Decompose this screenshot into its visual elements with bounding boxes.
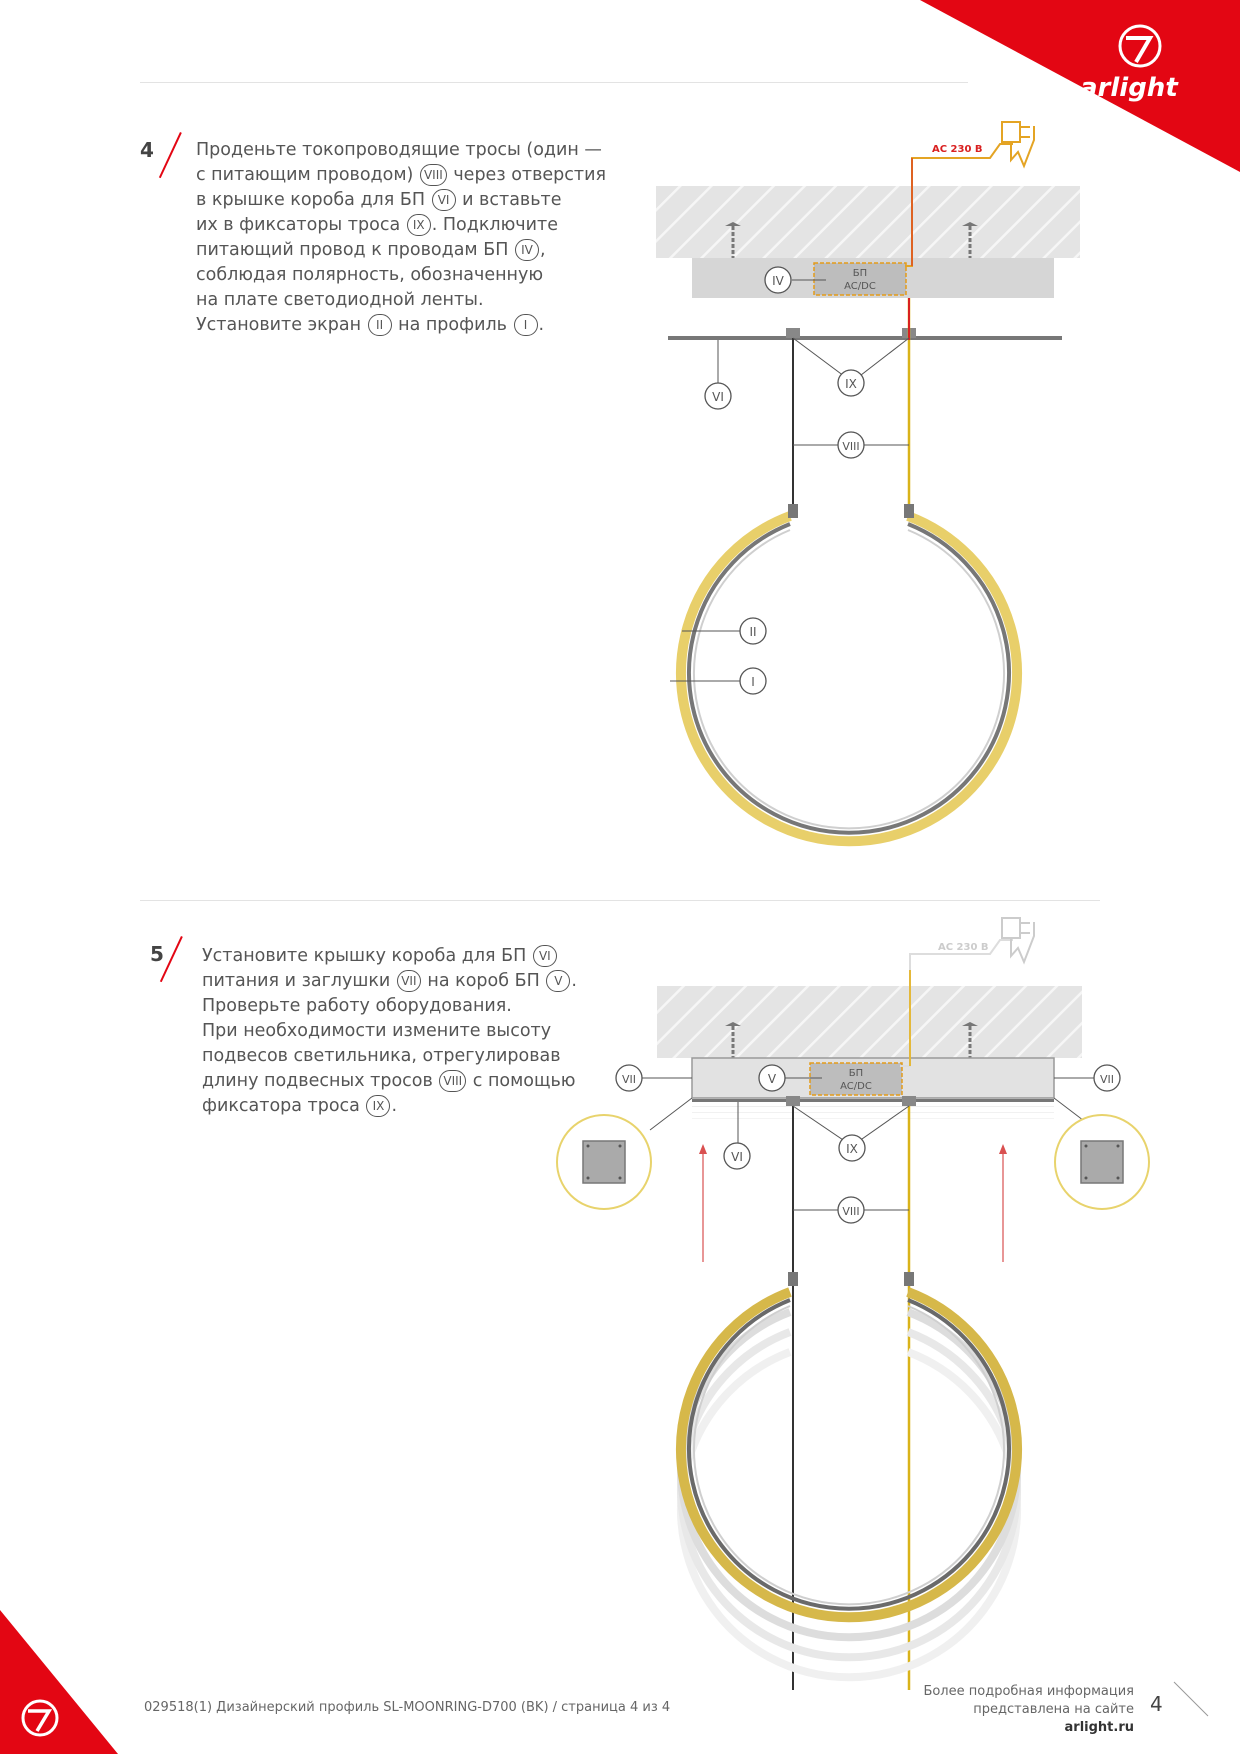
text-segment: их в фиксаторы троса <box>196 215 406 235</box>
page-number: 4 <box>1150 1692 1163 1716</box>
brand-corner-bottom-shape <box>0 1610 118 1754</box>
step4-line <box>196 288 606 313</box>
callout-cover-label: VI <box>731 1150 743 1164</box>
text-segment: подвесов светильника, отрегулировав <box>202 1046 561 1066</box>
step5-line <box>202 1094 577 1119</box>
brand-corner-bottom <box>0 1590 200 1754</box>
arrow-up-icon <box>699 1144 707 1262</box>
ceiling <box>656 186 1080 258</box>
plug-detail-left <box>557 1115 651 1209</box>
text-segment: . <box>538 315 545 335</box>
step5-number: 5 <box>150 942 164 966</box>
text-segment: Установите экран <box>196 315 367 335</box>
psu-label-2: AC/DC <box>840 1081 872 1092</box>
callout-plug-left-label: VII <box>621 1073 637 1086</box>
text-segment: Установите крышку короба для БП <box>202 946 532 966</box>
text-segment: на короб БП <box>421 971 546 991</box>
ceiling <box>657 986 1082 1058</box>
cable-clamp <box>786 1096 800 1106</box>
part-ref-badge: II <box>368 314 392 336</box>
step5-diagram <box>540 910 1160 1690</box>
part-ref-badge: VII <box>397 970 421 992</box>
psu-label-2: AC/DC <box>844 281 876 292</box>
text-segment: , <box>539 240 546 260</box>
part-ref-badge: VIII <box>439 1070 466 1092</box>
footer-site-link[interactable]: arlight.ru <box>1064 1720 1134 1735</box>
part-ref-badge: IX <box>366 1095 390 1117</box>
text-segment: . <box>571 971 577 991</box>
step4-line <box>196 188 606 213</box>
footer-info-line2 <box>900 1701 1134 1737</box>
callout-profile-label: I <box>751 675 755 689</box>
footer-slash <box>1172 1680 1212 1720</box>
footer-info <box>900 1683 1134 1737</box>
footer-info-line1: Более подробная информация <box>923 1684 1134 1699</box>
brand-name: arlight <box>1080 73 1178 103</box>
text-segment: питающий провод к проводам БП <box>196 240 514 260</box>
cable-clamp <box>786 328 800 338</box>
text-segment: в крышке короба для БП <box>196 190 431 210</box>
step5-line <box>202 1019 577 1044</box>
part-ref-badge: VI <box>533 945 557 967</box>
text-segment: длину подвесных тросов <box>202 1071 439 1091</box>
text-segment: . <box>391 1096 398 1116</box>
step4-line <box>196 138 606 163</box>
text-segment: При необходимости измените высоту <box>202 1021 552 1041</box>
text-segment: соблюдая полярность, обозначенную <box>196 265 544 285</box>
ac-label: AC 230 В <box>932 144 983 155</box>
callout-clamps-label: IX <box>845 377 857 391</box>
callout-box-label: V <box>767 1072 777 1086</box>
arrow-up-icon <box>999 1144 1007 1262</box>
callout-psu-label: IV <box>772 274 784 288</box>
text-segment: Проденьте токопроводящие тросы (один — <box>196 140 602 160</box>
cover-plate <box>692 1099 1054 1102</box>
ring-luminaire <box>681 504 1017 841</box>
step4-instructions <box>196 138 606 338</box>
part-ref-badge: VIII <box>420 164 447 186</box>
cable-clamp <box>902 1096 916 1106</box>
callout-cover-label: VI <box>712 390 724 404</box>
text-segment: с помощью <box>467 1071 576 1091</box>
callout-cables-label: VIII <box>842 440 860 453</box>
text-segment: фиксатора троса <box>202 1096 366 1116</box>
step4-diagram <box>640 100 1100 880</box>
step5-line <box>202 1069 577 1094</box>
part-ref-badge: I <box>514 314 538 336</box>
text-segment: Проверьте работу оборудования. <box>202 996 512 1016</box>
top-rule <box>140 82 968 83</box>
footer-info-prefix: представлена на сайте <box>973 1702 1134 1717</box>
text-segment: через отверстия <box>447 165 606 185</box>
callout-screen-label: II <box>749 625 757 639</box>
step4-line <box>196 313 606 338</box>
step4-line <box>196 163 606 188</box>
plug-detail-right <box>1055 1115 1149 1209</box>
text-segment: питания и заглушки <box>202 971 396 991</box>
text-segment: на плате светодиодной ленты. <box>196 290 484 310</box>
text-segment: на профиль <box>392 315 513 335</box>
cover-plate <box>668 336 1062 340</box>
step4-line <box>196 238 606 263</box>
psu-label-1: БП <box>852 268 868 279</box>
ring-luminaire <box>681 1272 1017 1677</box>
part-ref-badge: VI <box>432 189 456 211</box>
step5-line <box>202 944 577 969</box>
part-ref-badge: IV <box>515 239 539 261</box>
middle-rule <box>140 900 1100 901</box>
step5-line <box>202 969 577 994</box>
step4-line <box>196 213 606 238</box>
text-segment: . Подключите <box>431 215 558 235</box>
ac-label: AC 230 В <box>938 942 989 953</box>
step5-instructions <box>202 944 577 1119</box>
psu-label-1: БП <box>848 1068 864 1079</box>
callout-plug-right-label: VII <box>1099 1073 1115 1086</box>
step4-number: 4 <box>140 138 154 162</box>
step5-line <box>202 994 577 1019</box>
text-segment: и вставьте <box>456 190 562 210</box>
footer-doc-line: 029518(1) Дизайнерский профиль SL-MOONRING-D700 (BK) / страница 4 из 4 <box>144 1700 671 1715</box>
part-ref-badge: IX <box>407 214 431 236</box>
text-segment: с питающим проводом) <box>196 165 419 185</box>
callout-cables-label: VIII <box>842 1205 860 1218</box>
step4-line <box>196 263 606 288</box>
step5-line <box>202 1044 577 1069</box>
callout-clamps-label: IX <box>846 1142 858 1156</box>
part-ref-badge: V <box>546 970 570 992</box>
